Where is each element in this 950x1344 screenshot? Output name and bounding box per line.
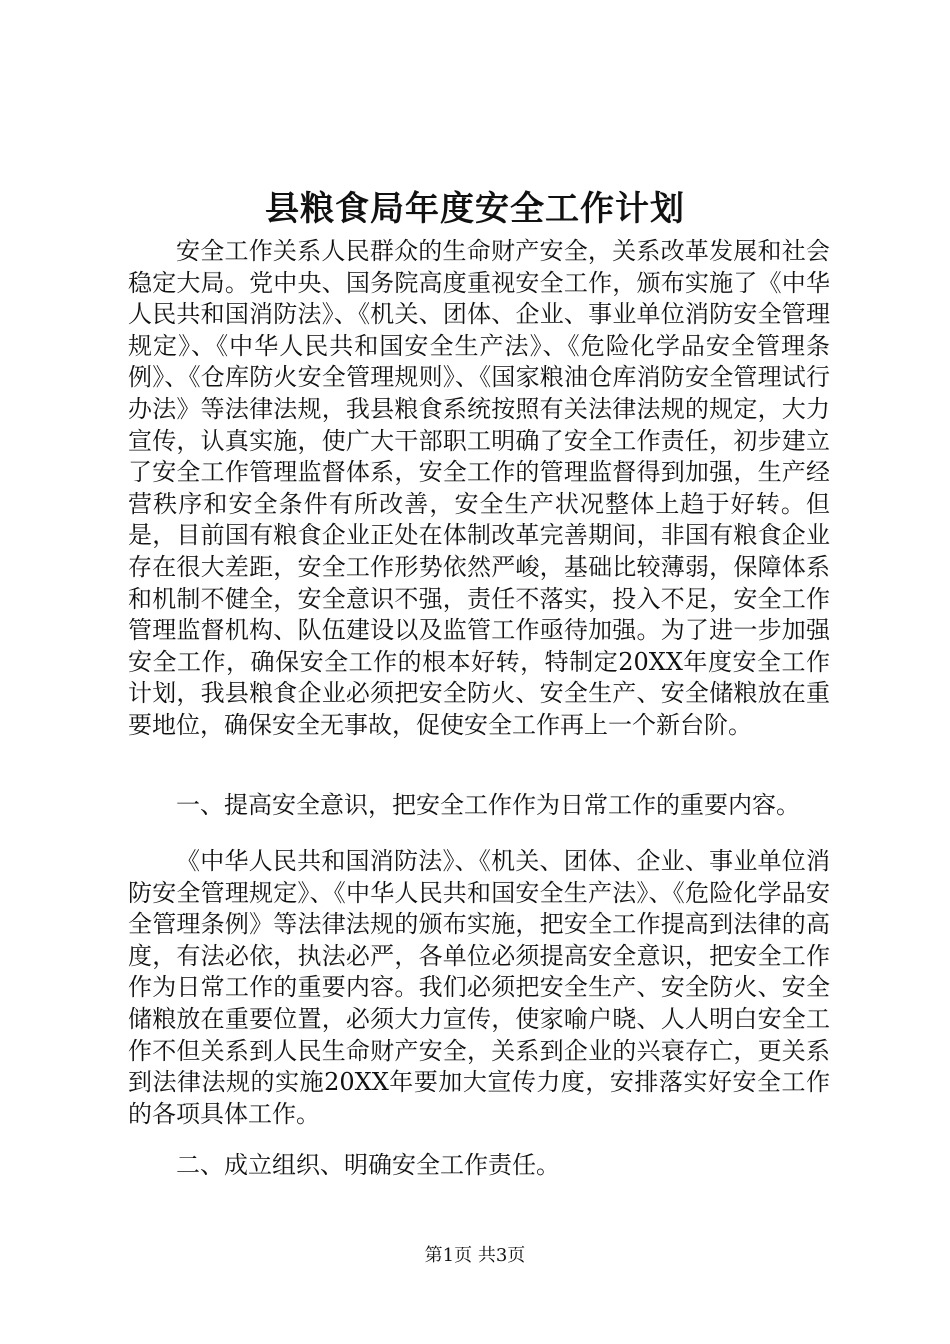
page-indicator: 第1页 共3页	[424, 1245, 526, 1266]
section-heading-1: 一、提高安全意识，把安全工作作为日常工作的重要内容。	[176, 791, 800, 819]
intro-paragraph: 安全工作关系人民群众的生命财产安全，关系改革发展和社会稳定大局。党中央、国务院高度重视安全工作，颁布实施了《中华人民共和国消防法》、《机关、团体、企业、事业单位消防安全管理规定》、《中华人民共和国安全生产法》、《危险化学品安全管理条例》、《仓库防火安全管理规则》、《国家粮油仓库消防安全管理试行办法》等法律法规，我县粮食系统按照有关法律法规的规定，大力宣传，认真实施，使广大干部职工明确了安全工作责任，初步建立了安全工作管理监督体系，安全工作的管理监督得到加强，生产经营秩序和安全条件有所改善，安全生产状况整体上趋于好转。但是，目前国有粮食企业正处在体制改革完善期间，非国有粮食企业存在很大差距，安全工作形势依然严峻，基础比较薄弱，保障体系和机制不健全，安全意识不强，责任不落实，投入不足，安全工作管理监督机构、队伍建设以及监管工作亟待加强。为了进一步加强安全工作，确保安全工作的根本好转，特制定20XX年度安全工作计划，我县粮食企业必须把安全防火、安全生产、安全储粮放在重要地位，确保安全无事故，促使安全工作再上一个新台阶。	[128, 237, 830, 739]
section-1-paragraph: 《中华人民共和国消防法》、《机关、团体、企业、事业单位消防安全管理规定》、《中华人民共和国安全生产法》、《危险化学品安全管理条例》等法律法规的颁布实施，把安全工作提高到法律的高度，有法必依，执法必严，各单位必须提高安全意识，把安全工作作为日常工作的重要内容。我们必须把安全生产、安全防火、安全储粮放在重要位置，必须大力宣传，使家喻户晓、人人明白安全工作不但关系到人民生命财产安全，关系到企业的兴衰存亡，更关系到法律法规的实施20XX年要加大宣传力度，安排落实好安全工作的各项具体工作。	[128, 847, 830, 1128]
document-title: 县粮食局年度安全工作计划	[265, 189, 685, 229]
section-heading-2: 二、成立组织、明确安全工作责任。	[176, 1151, 560, 1179]
